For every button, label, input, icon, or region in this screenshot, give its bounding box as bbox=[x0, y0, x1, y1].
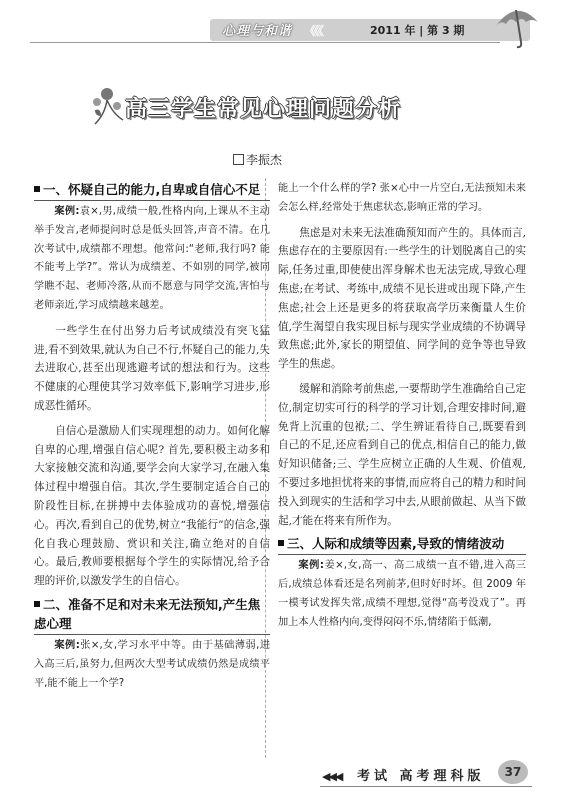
case-paragraph-1: 案例:袁×,男,成绩一般,性格内向,上课从不主动举手发言,老师提问时总是低头回答,声音不清。在几次考试中,成绩都不理想。他常问:“老师,我行吗? 能不能考上学?”。常认为成绩差、不如别的同学,被同学瞧不起、老师冷落,从而不愿意与同学交流,害怕与老师亲近,学习成绩越来越差。 bbox=[34, 206, 270, 311]
header-rule bbox=[30, 42, 500, 43]
body-paragraph: 自信心是激励人们实现理想的动力。如何化解自卑的心理,增强自信心呢? 首先,要积极主动多和大家接触交流和沟通,要学会向大家学习,在融入集体过程中增强自信。其次,学生要制定适合自己的阶段性目标,在拼搏中去体验成功的喜悦,增强信心。再次,看到自己的优势,树立“我能行”的信念,强化自我心理鼓励、赏识和关注,确立绝对的自信心。最后,教师要根据每个学生的实际情况,给予合理的评价,以激发学生的自信心。 bbox=[34, 424, 270, 588]
column-name: 心理与和谐 bbox=[222, 24, 293, 39]
author-line bbox=[233, 151, 282, 168]
right-column bbox=[278, 180, 526, 633]
header-arrows: 《《《 bbox=[304, 24, 323, 38]
body-paragraph: 一些学生在付出努力后考试成绩没有突飞猛进,看不到效果,就认为自己不行,怀疑自己的能力,失去进取心,甚至出现逃避考试的想法和行为。这些不健康的心理使其学习效率低下,影响学习进步,形成恶性循环。 bbox=[34, 324, 270, 412]
page-number: 37 bbox=[498, 760, 528, 784]
case-paragraph-2-cont: 能上一个什么样的学? 张×心中一片空白,无法预知未来会怎么样,经常处于焦虑状态,影响正常的学习。 bbox=[278, 183, 526, 213]
case-paragraph-3: 案例:姜×,女,高一、高二成绩一直不错,进入高三后,成绩总体看还是名列前茅,但时好时坏。但 2009 年一模考试发挥失常,成绩不理想,觉得“高考没戏了”。再加上本人性格内向,变得闷闷不乐,情绪陷于低潮, bbox=[278, 560, 526, 628]
body-paragraph: 缓解和消除考前焦虑,一要帮助学生准确给自己定位,制定切实可行的科学的学习计划,合理安排时间,避免背上沉重的包袱;二、学生辨证看待自己,既要看到自己的不足,还应看到自己的优点,相信自己的能力,做好知识储备;三、学生应树立正确的人生观、价值观,不要过多地担忧将来的事情,而应将自己的精力和时间投入到现实的生活和学习中去,从眼前做起、从当下做起,才能在将来有所作为。 bbox=[278, 382, 526, 527]
umbrella-icon bbox=[492, 4, 540, 50]
article-title: 高三学生常见心理问题分析 bbox=[125, 97, 402, 122]
magazine-name: 考试 高考理科版 bbox=[357, 769, 485, 784]
section-heading-1: 一、怀疑自己的能力,自卑或自信心不足 bbox=[34, 180, 270, 201]
bullet-square-icon bbox=[278, 540, 284, 546]
section-heading-2: 二、准备不足和对未来无法预知,产生焦虑心理 bbox=[34, 595, 270, 635]
footer-rule bbox=[320, 786, 532, 787]
case-paragraph-2: 案例:张×,女,学习水平中等。由于基础薄弱,进入高三后,虽努力,但两次大型考试成绩仍然是成绩平平,能不能上一个学? bbox=[34, 639, 271, 689]
left-column bbox=[34, 180, 270, 693]
author-box-icon bbox=[233, 154, 244, 165]
issue-label: 2011 年 | 第 3 期 bbox=[370, 24, 465, 37]
bullet-square-icon bbox=[34, 186, 40, 192]
body-paragraph: 焦虑是对未来无法准确预知而产生的。具体而言,焦虑存在的主要原因有:一些学生的计划脱离自己的实际,任务过重,即使使出浑身解术也无法完成,导致心理焦虑;在考试、考练中,成绩不见长进或出现下降,产生焦虑;社会上还是更多的将获取高学历来衡量人生价值,学生渴望自我实现目标与现实学业成绩的不协调导致焦虑;此外,家长的期望值、同学间的竞争等也导致学生的焦虑。 bbox=[278, 226, 526, 371]
footer-arrows-icon: ◀◀◀ bbox=[322, 770, 342, 783]
bullet-square-icon bbox=[34, 601, 40, 607]
author-name: 李振杰 bbox=[246, 153, 283, 167]
section-heading-3: 三、人际和成绩等因素,导致的情绪波动 bbox=[278, 534, 526, 555]
